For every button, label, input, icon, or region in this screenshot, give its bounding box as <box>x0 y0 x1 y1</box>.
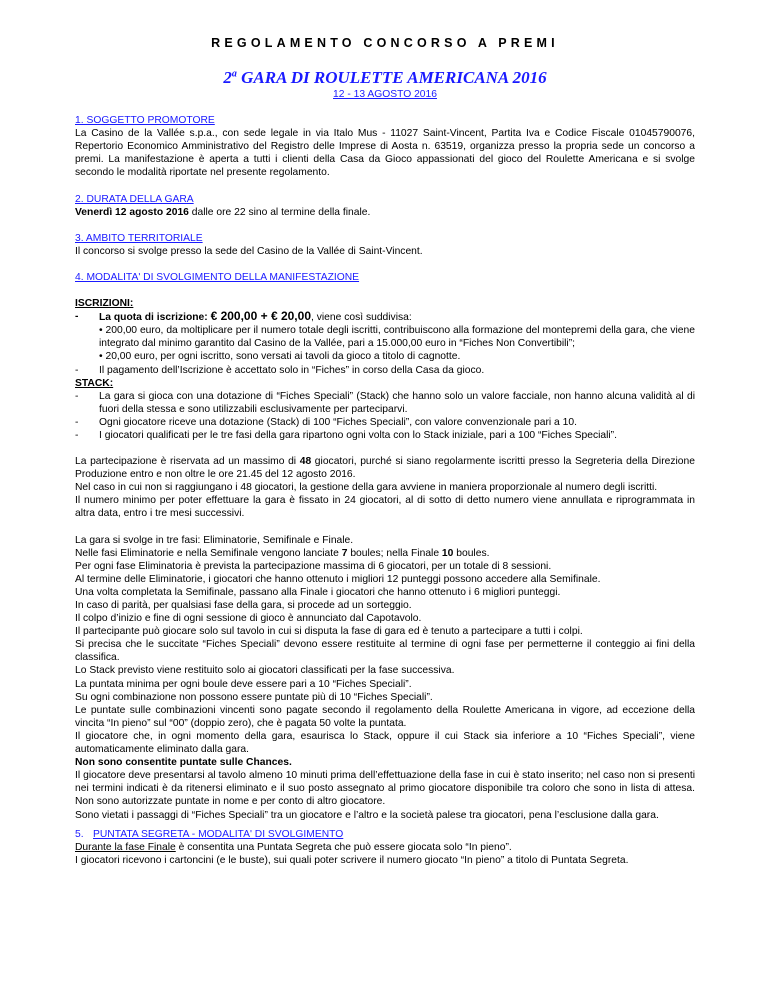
section-5-heading: PUNTATA SEGRETA - MODALITA' DI SVOLGIMENTO <box>93 828 344 840</box>
document-page <box>75 36 695 867</box>
list-marker: - <box>75 311 79 323</box>
event-title-text: GARA DI ROULETTE AMERICANA 2016 <box>236 68 547 87</box>
section-5-line-1 <box>75 841 695 854</box>
boules-e: boules. <box>453 547 490 559</box>
rule-text: Il giocatore che, in ogni momento della gara, esaurisca lo Stack, oppure il cui Stack sia inferiore a 10 “Fiches Speciali”, viene automaticamente eliminato dalla gara. <box>75 730 695 756</box>
document-title: REGOLAMENTO CONCORSO A PREMI <box>211 36 559 50</box>
rule-text: Al termine delle Eliminatorie, i giocatori che hanno ottenuto i migliori 12 punteggi possono accedere alla Semifinale. <box>75 573 601 585</box>
fee-sub-1: • 200,00 euro, da moltiplicare per il numero totale degli iscritti, contribuiscono alla formazione del montepremi della gara, che viene integrato dal minimo garantito dal Casino de la Vallée, pari a 15.000,00 euro in “Fiches Non Convertibili”; <box>99 325 695 350</box>
stack-label: STACK: <box>75 377 114 389</box>
list-marker: - <box>75 364 79 376</box>
rule-text: Il colpo d’inizio e fine di ogni sessione di gioco è annunciato dal Capotavolo. <box>75 613 422 625</box>
event-title <box>75 68 695 87</box>
rule-text: Una volta completata la Semifinale, passano alla Finale i giocatori che hanno ottenuto i 6 migliori punteggi. <box>75 586 561 598</box>
rule-text: Le puntate sulle combinazioni vincenti sono pagate secondo il regolamento della Roulette Americana in vigore, ad eccezione della vincita “In pieno” sul “00” (doppio zero), che è pagata 50 volte la puntata. <box>75 704 695 729</box>
list-item <box>75 364 695 377</box>
section-2-text <box>75 206 695 219</box>
rule-text: Sono vietati i passaggi di “Fiches Speciali” tra un giocatore e l’altro e la società palese tra giocatori, pena l’esclusione dalla gara. <box>75 809 659 821</box>
section-1-title: 1. SOGGETTO PROMOTORE <box>75 115 215 127</box>
section-1-text: La Casino de la Vallée s.p.a., con sede legale in via Italo Mus - 11027 Saint-Vincent, Partita Iva e Codice Fiscale 01045790076, Repertorio Economico Amministrativo del Registro delle Imprese di Aosta n. 63519, organizza presso la propria sede un concorso a premi. La manifestazione è aperta a tutti i clienti della Casa da Gioco appassionati del gioco del Roulette Americana e si svolge secondo le modalità riportate nel presente regolamento. <box>75 128 695 179</box>
stack-text-1: La gara si gioca con una dotazione di “Fiches Speciali” (Stack) che hanno solo un valore facciale, non hanno alcuna validità al di fuori della stessa e sono utilizzabili esclusivamente per parteciparvi. <box>99 390 695 415</box>
fee-sub-2: • 20,00 euro, per ogni iscritto, sono versati ai tavoli da gioco a titolo di cagnotte. <box>99 351 461 363</box>
section-2-date: Venerdì 12 agosto 2016 <box>75 206 189 218</box>
rule-text: Lo Stack previsto viene restituito solo ai giocatori classificati per la fase successiva. <box>75 665 455 677</box>
event-dates: 12 - 13 AGOSTO 2016 <box>333 89 437 100</box>
fee-rest: , viene così suddivisa: <box>311 312 412 324</box>
boules-c: boules; nella Finale <box>347 547 442 559</box>
section-5-rest: è consentita una Puntata Segreta che può essere giocata solo “In pieno”. <box>175 841 512 853</box>
section-5-number: 5. <box>75 828 84 840</box>
payment-text: Il pagamento dell’Iscrizione è accettato solo in “Fiches” in corso della Casa da gioco. <box>99 364 485 376</box>
rule-text: Per ogni fase Eliminatoria è prevista la partecipazione massima di 6 giocatori, per un totale di 8 sessioni. <box>75 560 552 572</box>
rule-text: Su ogni combinazione non possono essere puntate più di 10 “Fiches Speciali”. <box>75 691 433 703</box>
fee-label: La quota di iscrizione: <box>99 312 211 324</box>
participation-text <box>75 455 695 481</box>
rule-text: Il giocatore deve presentarsi al tavolo almeno 10 minuti prima dell’effettuazione della fase in cui è stato inserito; nel caso non si presenti nei termini indicati è da ritenersi eliminato e il suo posto assegnato al primo giocatore disponibile tra coloro che sono in lista di attesa. Non sono autorizzate puntate in nome e per conto di altro giocatore. <box>75 770 695 808</box>
stack-text-2: Ogni giocatore riceve una dotazione (Stack) di 100 “Fiches Speciali”, con valore convenzionale pari a 10. <box>99 416 577 428</box>
rule-text: Il partecipante può giocare solo sul tavolo in cui si disputa la fase di gara ed è tenuto a partecipare a tutti i colpi. <box>75 626 583 638</box>
list-marker: - <box>75 429 79 441</box>
phases-text: La gara si svolge in tre fasi: Eliminatorie, Semifinale e Finale. <box>75 534 354 546</box>
list-item <box>75 429 695 442</box>
rule-text: La puntata minima per ogni boule deve essere pari a 10 “Fiches Speciali”. <box>75 678 412 690</box>
list-item <box>75 310 695 324</box>
participation-max: 48 <box>299 456 312 468</box>
list-item <box>75 390 695 416</box>
fee-amount: € 200,00 + € 20,00 <box>210 309 311 324</box>
participation-a: La partecipazione è riservata ad un massimo di <box>75 456 300 468</box>
rule-text: In caso di parità, per qualsiasi fase della gara, si procede ad un sorteggio. <box>75 600 412 611</box>
list-marker: - <box>75 416 79 428</box>
section-2-title: 2. DURATA DELLA GARA <box>75 193 194 205</box>
boules-text <box>75 547 695 560</box>
section-4-title: 4. MODALITA' DI SVOLGIMENTO DELLA MANIFESTAZIONE <box>75 271 360 283</box>
chances-rule: Non sono consentite puntate sulle Chances. <box>75 757 292 769</box>
section-2-time: dalle ore 22 sino al termine della finale. <box>188 206 371 218</box>
event-title-number: 2 <box>223 68 232 87</box>
participation-c: giocatori, purché si siano regolarmente iscritti presso la Segreteria della Direzione Produzione entro e non oltre le ore 21.45 del 12 agosto 2016. <box>75 456 695 481</box>
event-title-ordinal: a <box>231 68 237 80</box>
stack-text-3: I giocatori qualificati per le tre fasi della gara ripartono ogni volta con lo Stack iniziale, pari a 100 “Fiches Speciali”. <box>99 429 617 441</box>
section-5-title <box>75 828 695 841</box>
boules-b: 7 <box>341 547 348 559</box>
proportional-text: Nel caso in cui non si raggiungano i 48 giocatori, la gestione della gara avviene in maniera proporzionale al numero degli iscritti. <box>75 482 658 494</box>
section-3-title: 3. AMBITO TERRITORIALE <box>75 232 203 244</box>
rule-text: Si precisa che le succitate “Fiches Speciali” devono essere restituite al termine di ogni fase per permetterne il conteggio ai fini della classifica. <box>75 639 695 664</box>
iscrizioni-label: ISCRIZIONI: <box>75 298 134 310</box>
list-item <box>75 416 695 429</box>
minimum-text: Il numero minimo per poter effettuare la gara è fissato in 24 giocatori, al di sotto di detto numero viene annullata e riprogrammata in altra data, entro i tre mesi successivi. <box>75 495 695 520</box>
boules-d: 10 <box>441 547 454 559</box>
boules-a: Nelle fasi Eliminatorie e nella Semifinale vengono lanciate <box>75 547 342 559</box>
section-5-final: Durante la fase Finale <box>75 841 176 853</box>
section-3-text: Il concorso si svolge presso la sede del Casino de la Vallée di Saint-Vincent. <box>75 245 423 257</box>
list-marker: - <box>75 390 79 402</box>
section-5-line-2: I giocatori ricevono i cartoncini (e le buste), sui quali poter scrivere il numero giocato “In pieno” a titolo di Puntata Segreta. <box>75 854 629 866</box>
